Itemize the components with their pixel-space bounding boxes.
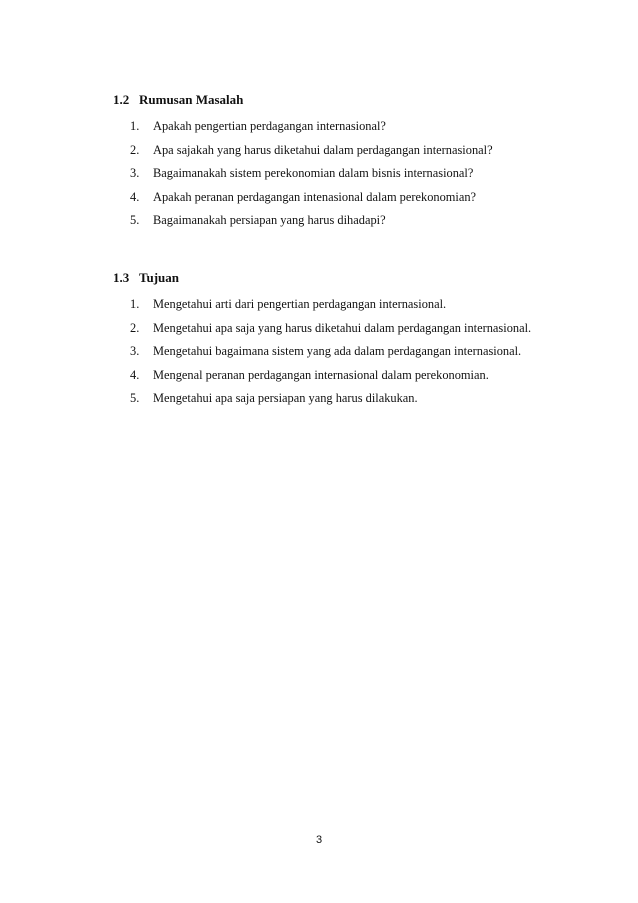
list-item-text: Apakah peranan perdagangan intenasional dalam perekonomian? <box>153 189 477 204</box>
list-item <box>113 209 493 233</box>
list-item-number: 2. <box>130 320 140 335</box>
list-item <box>113 186 493 210</box>
list-item <box>113 139 493 163</box>
list-item-number: 2. <box>130 142 140 157</box>
numbered-list <box>113 115 493 233</box>
list-item-text: Apakah pengertian perdagangan internasional? <box>153 119 386 133</box>
section-number: 1.2 <box>113 92 130 107</box>
list-item <box>113 293 531 317</box>
list-item <box>113 340 531 364</box>
section-rumusan-masalah <box>113 91 493 233</box>
numbered-list <box>113 293 531 411</box>
list-item-text: Mengetahui arti dari pengertian perdagangan internasional. <box>153 297 447 311</box>
list-item-text: Bagaimanakah persiapan yang harus dihadapi? <box>153 213 386 227</box>
list-item-text: Mengetahui apa saja yang harus diketahui dalam perdagangan internasional. <box>153 320 532 335</box>
list-item-number: 3. <box>130 344 140 358</box>
page-number: 3 <box>315 834 323 846</box>
list-item-number: 5. <box>130 391 140 405</box>
section-heading <box>113 91 493 109</box>
list-item-number: 4. <box>130 367 140 382</box>
list-item <box>113 387 531 411</box>
list-item-number: 3. <box>130 166 140 180</box>
list-item-number: 1. <box>130 119 140 133</box>
list-item <box>113 162 493 186</box>
section-title: Rumusan Masalah <box>139 92 244 107</box>
list-item <box>113 364 531 388</box>
section-tujuan <box>113 269 531 411</box>
list-item-text: Apa sajakah yang harus diketahui dalam perdagangan internasional? <box>153 142 493 157</box>
list-item <box>113 115 493 139</box>
list-item-text: Mengetahui apa saja persiapan yang harus dilakukan. <box>153 391 418 405</box>
section-title: Tujuan <box>139 270 179 285</box>
list-item-text: Mengetahui bagaimana sistem yang ada dalam perdagangan internasional. <box>153 344 522 358</box>
section-number: 1.3 <box>113 270 130 285</box>
list-item-text: Mengenal peranan perdagangan internasional dalam perekonomian. <box>153 367 489 382</box>
list-item <box>113 317 531 341</box>
section-heading <box>113 269 531 287</box>
list-item-number: 4. <box>130 189 140 204</box>
list-item-text: Bagaimanakah sistem perekonomian dalam bisnis internasional? <box>153 166 474 180</box>
list-item-number: 5. <box>130 213 140 227</box>
list-item-number: 1. <box>130 297 140 311</box>
